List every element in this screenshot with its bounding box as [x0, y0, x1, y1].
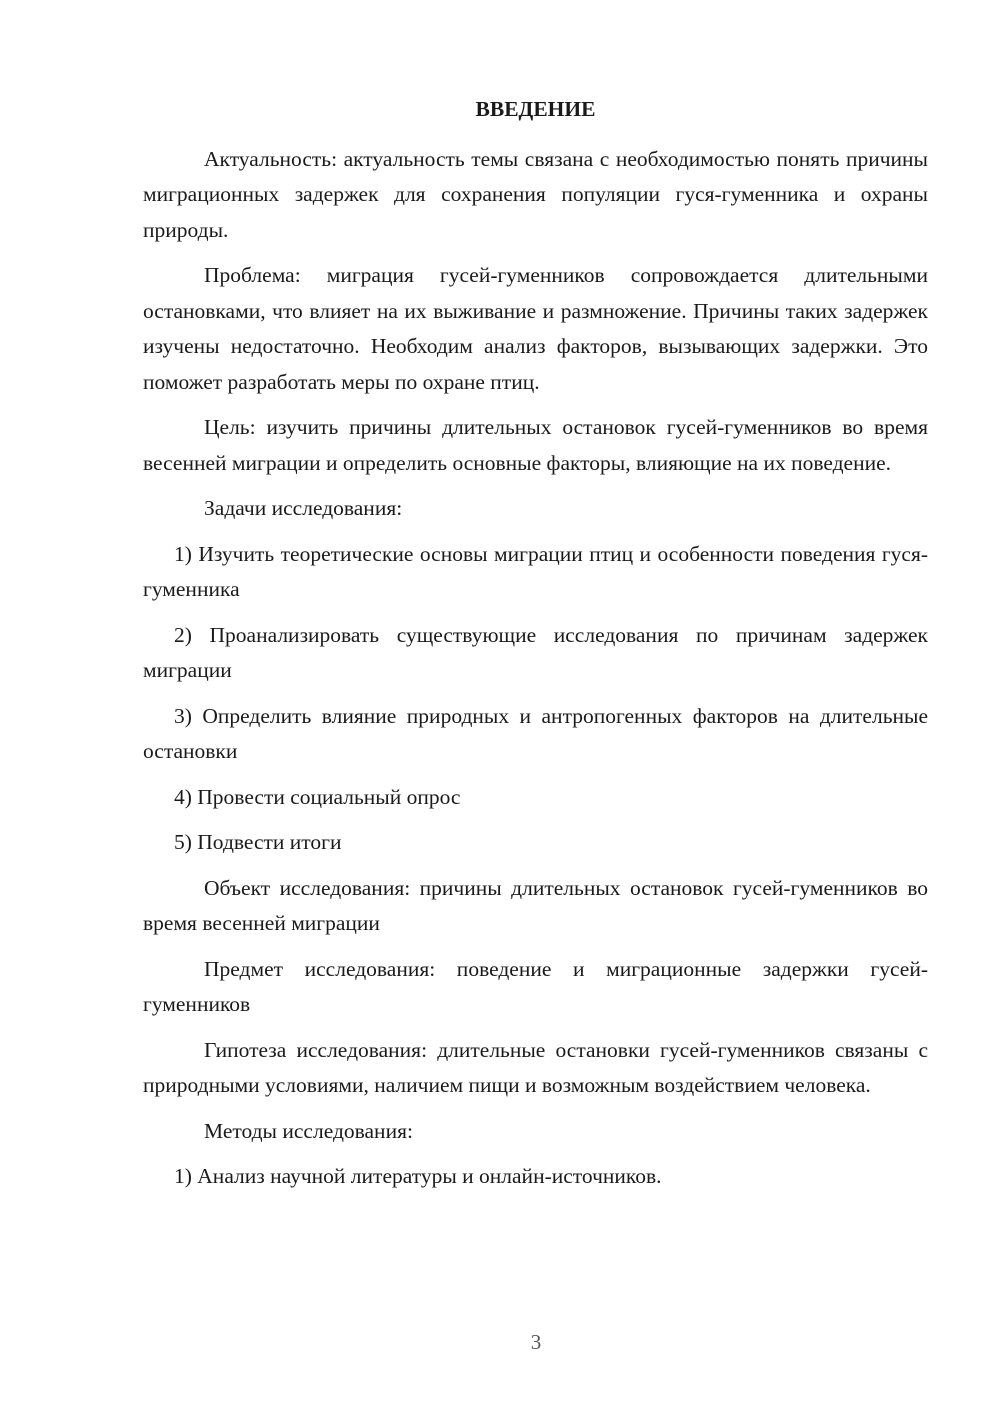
task-item-4: 4) Провести социальный опрос	[174, 784, 461, 809]
task-item-1: 1) Изучить теоретические основы миграции птиц и особенности поведения гуся-гуменника	[143, 541, 928, 601]
subject-paragraph: Предмет исследования: поведение и миграционные задержки гусей-гуменников	[143, 956, 928, 1016]
task-item-5: 5) Подвести итоги	[174, 830, 342, 854]
problem-paragraph: Проблема: миграция гусей-гуменников сопровождается длительными остановками, что влияет на их выживание и размножение. Причины таких задержек изучены недостаточно. Необходим анализ факторов, вызывающих задержки. Это поможет разработать меры по охране птиц.	[143, 263, 928, 394]
hypothesis-paragraph: Гипотеза исследования: длительные остановки гусей-гуменников связаны с природными условиями, наличием пищи и возможным воздействием человека.	[143, 1037, 928, 1097]
goal-paragraph: Цель: изучить причины длительных остановок гусей-гуменников во время весенней миграции и определить основные факторы, влияющие на их поведение.	[143, 415, 928, 475]
page-number: 3	[530, 1330, 542, 1354]
task-item-3: 3) Определить влияние природных и антропогенных факторов на длительные остановки	[143, 703, 928, 763]
section-title: ВВЕДЕНИЕ	[475, 97, 596, 121]
task-item-2: 2) Проанализировать существующие исследования по причинам задержек миграции	[143, 622, 928, 682]
method-item-1: 1) Анализ научной литературы и онлайн-источников.	[174, 1164, 662, 1188]
object-paragraph: Объект исследования: причины длительных остановок гусей-гуменников во время весенней миграции	[143, 875, 928, 935]
relevance-paragraph: Актуальность: актуальность темы связана с необходимостью понять причины миграционных задержек для сохранения популяции гуся-гуменника и охраны природы.	[143, 146, 928, 242]
document-page	[143, 92, 928, 1205]
tasks-heading: Задачи исследования:	[204, 496, 403, 520]
methods-heading: Методы исследования:	[204, 1118, 413, 1143]
